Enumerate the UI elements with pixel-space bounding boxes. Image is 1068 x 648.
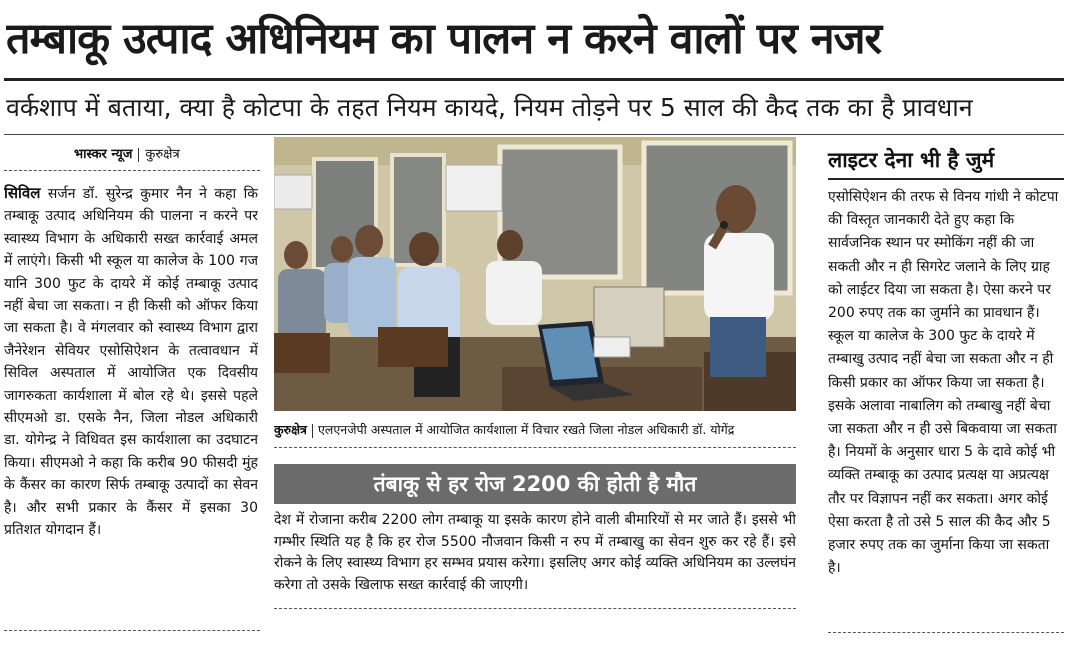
byline-divider [4,170,260,171]
subheadline: वर्कशाप में बताया, क्या है कोटपा के तहत नियम कायदे, नियम तोड़ने पर 5 साल की कैद तक का है प्रावधान [6,93,973,122]
headline-rule [4,78,1064,81]
photo-caption-text: एलएनजेपी अस्पताल में आयोजित कार्यशाला में विचार रखते जिला नोडल अधिकारी डॉ. योगेंद्र [317,422,735,437]
sidebar-end-rule [828,632,1064,633]
left-article-text: सर्जन डॉ. सुरेन्द्र कुमार नैन ने कहा कि तम्बाकू उत्पाद अधिनियम की पालना न करने पर स्वास्थ्य विभाग के अधिकारी सख्त कार्रवाई अमल में लाएंगे। किसी भी स्कूल या कालेज के 100 गज यानि 300 फुट के दायरे में कोई तम्बाकू उत्पाद नहीं बेचा जा सकता। न ही किसी को ऑफर किया जा सकता है। वे मंगलवार को स्वास्थ्य विभाग द्वारा जैनेरेशन सेवियर एसोसिऐशन के तत्वावधान में सिविल अस्पताल में आयोजित एक दिवसीय जागरुकता कार्यशाला में बोल रहे थे। इससे पहले सीएमओ डा. एसके नैन, जिला नोडल अधिकारी डा. योगेन्द्र ने विधिवत इस कार्यशाला का उदघाटन किया। सीएमओ ने कहा कि करीब 90 फीसदी मुंह के कैंसर का कारण सिर्फ तम्बाकू उत्पादों का सेवन है। और सभी प्रकार के कैंसर में इसका 30 प्रतिशत योगदान हैं। [4,186,258,539]
byline-source: भास्कर न्यूज [74,147,133,162]
workshop-photo-illustration [274,137,796,411]
caption-divider [274,447,796,448]
headline: तम्बाकू उत्पाद अधिनियम का पालन न करने वालों पर नजर [6,14,882,64]
byline-place: कुरुक्षेत्र [145,147,180,162]
photo-caption-separator [312,424,313,438]
box-story-end-rule [274,608,796,609]
left-article-body [4,182,258,622]
byline [74,144,264,166]
photo-caption-place: कुरुक्षेत्र [274,422,307,437]
sidebar-title-rule [828,178,1064,180]
workshop-photo [274,137,796,411]
byline-separator [138,148,139,162]
left-column-end-rule [4,630,260,631]
box-story-title: तंबाकू से हर रोज 2200 की होती है मौत [274,464,796,504]
photo-caption [274,417,796,443]
sidebar-story-body: एसोसिऐशन की तरफ से विनय गांधी ने कोटपा की विस्तृत जानकारी देते हुए कहा कि सार्वजनिक स्थान पर स्मोकिंग नहीं की जा सकती और न ही सिगरेट जलाने के लिए ग्राह को लाईटर दिया जा सकता है। ऐसा करने पर 200 रुपए तक का जुर्माने का प्रावधान हैं। स्कूल या कालेज के 300 फुट के दायरे में तम्बाखु उत्पाद नहीं बेचा जा सकता और न ही किसी प्रकार का ऑफर किया जा सकता है। इसके अलावा नाबालिग को तम्बाखु नहीं बेचा जा सकता और न ही उसे बिकवाया जा सकता है। नियमों के अनुसार धारा 5 के दावे कोई भी व्यक्ति तम्बाकू का उत्पाद प्रत्यक्ष या अप्रत्यक्ष तौर पर विज्ञापन नहीं कर सकता। अगर कोई ऐसा करता है तो उसे 5 साल की कैद और 5 हजार रुपए तक का जुर्माना किया जा सकता है। [828,189,1059,577]
left-article-lead: सिविल [4,184,41,202]
sidebar-story-title: लाइटर देना भी है जुर्म [828,148,995,172]
box-story-body: देश में रोजाना करीब 2200 लोग तम्बाकू या इसके कारण होने वाली बीमारियों से मर जाते हैं। इससे भी गम्भीर स्थिति यह है कि हर रोज 5500 नौजवान किसी न रुप में तम्बाखु का सेवन शुरु कर रहे हैं। इसे रोकने के लिए स्वास्थ्य विभाग हर सम्भव प्रयास करेगा। इसलिए अगर कोई व्यक्ति अधिनियम का उल्लघंन करेगा तो उसके खिलाफ सख्त कार्रवाई की जाएगी। [274,512,796,593]
subheadline-rule [4,134,1064,135]
